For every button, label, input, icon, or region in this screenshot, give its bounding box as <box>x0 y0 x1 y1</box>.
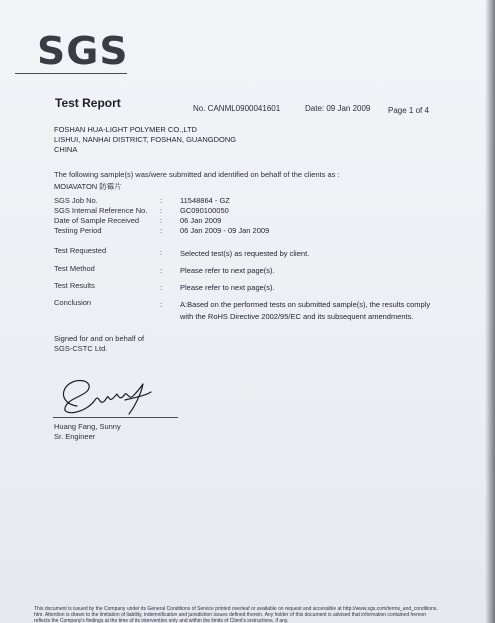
scan-edge-shadow <box>485 0 495 623</box>
signature-image <box>55 370 165 418</box>
signed-for-text: Signed for and on behalf of <box>54 334 145 343</box>
request-label: Test Method <box>54 264 95 273</box>
page-indicator: Page 1 of 4 <box>388 106 429 115</box>
request-colon: : <box>160 266 163 275</box>
detail-colon: : <box>160 226 163 235</box>
detail-label: SGS Internal Reference No. <box>54 206 148 215</box>
client-country: CHINA <box>54 145 78 154</box>
report-number: No. CANML0900041601 <box>193 104 281 113</box>
signer-name: Huang Fang, Sunny <box>54 422 121 431</box>
client-name: FOSHAN HUA-LIGHT POLYMER CO.,LTD <box>54 125 197 134</box>
conclusion-line-1: A:Based on the performed tests on submitted sample(s), the results comply <box>180 300 431 309</box>
request-colon: : <box>160 248 163 257</box>
detail-colon: : <box>160 206 163 215</box>
intro-text: The following sample(s) was/were submitted and identified on behalf of the clients as : <box>54 170 340 179</box>
request-label: Test Requested <box>54 246 107 255</box>
logo-underline <box>15 73 127 74</box>
footer-disclaimer-line-3: reflects the Company's findings at the time of its intervention only and within the limits of Client's instructions, if any. <box>34 618 289 623</box>
request-value: Selected test(s) as requested by client. <box>180 249 310 258</box>
conclusion-line-2: with the RoHS Directive 2002/95/EC and its subsequent amendments. <box>180 312 414 321</box>
conclusion-label: Conclusion <box>54 298 92 307</box>
detail-value: 06 Jan 2009 <box>180 216 222 225</box>
report-date: Date: 09 Jan 2009 <box>305 104 371 113</box>
sample-name: MOIAVATON 防霉片 <box>54 182 122 191</box>
signer-role: Sr. Engineer <box>54 432 96 441</box>
request-value: Please refer to next page(s). <box>180 283 275 292</box>
detail-label: SGS Job No. <box>54 196 98 205</box>
detail-value: 06 Jan 2009 - 09 Jan 2009 <box>180 226 270 235</box>
detail-colon: : <box>160 196 163 205</box>
footer-disclaimer-line-1: This document is issued by the Company under its General Conditions of Service printed overleaf or available on request and accessible at http://www.sgs.com/terms_and_conditions. <box>34 606 438 612</box>
company-name: SGS-CSTC Ltd. <box>54 344 108 353</box>
detail-value: 11548864 - GZ <box>180 196 230 205</box>
client-address: LISHUI, NANHAI DISTRICT, FOSHAN, GUANGDONG <box>54 135 237 144</box>
footer-disclaimer-line-2: htm. Attention is drawn to the limitation of liability, indemnification and jurisdiction issues defined therein. Any holder of this document is advised that information contained hereon <box>34 612 427 618</box>
detail-value: GC090100050 <box>180 206 229 215</box>
request-label: Test Results <box>54 281 95 290</box>
request-colon: : <box>160 283 163 292</box>
conclusion-colon: : <box>160 300 163 309</box>
sgs-logo: SGS <box>37 29 129 73</box>
detail-colon: : <box>160 216 163 225</box>
detail-label: Date of Sample Received <box>54 216 140 225</box>
report-title: Test Report <box>55 96 121 110</box>
request-value: Please refer to next page(s). <box>180 266 275 275</box>
detail-label: Testing Period <box>54 226 102 235</box>
signature-line <box>53 417 178 418</box>
